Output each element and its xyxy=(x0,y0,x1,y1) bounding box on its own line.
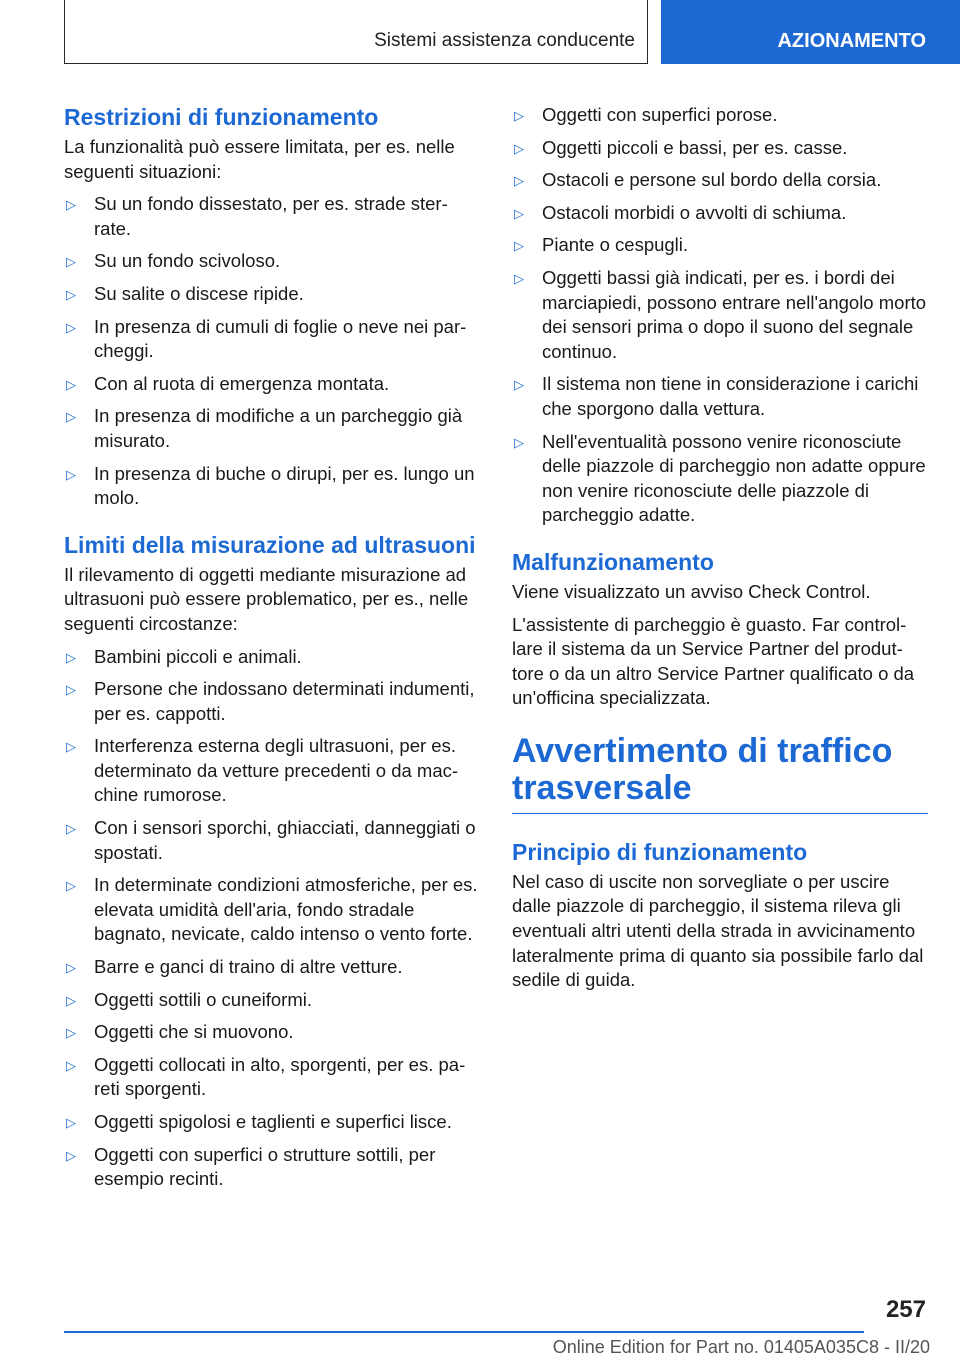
bullet-triangle-icon: ▷ xyxy=(66,878,76,894)
section-title: AZIONAMENTO xyxy=(777,30,926,52)
list-item: ▷ In presenza di buche o dirupi, per es. lungo un molo. xyxy=(66,462,475,509)
left-column xyxy=(64,103,478,1192)
list-item: ▷ Ostacoli morbidi o avvolti di schiuma. xyxy=(512,201,928,226)
footer-divider xyxy=(64,1331,864,1333)
list-item: ▷ Oggetti spigolosi e taglienti e superfici lisce. xyxy=(64,1110,478,1135)
list-item: ▷ Oggetti piccoli e bassi, per es. casse. xyxy=(512,136,928,161)
malfunction-heading: Malfunzionamento xyxy=(512,548,714,575)
bullet-triangle-icon: ▷ xyxy=(66,1147,76,1163)
bullet-triangle-icon: ▷ xyxy=(514,108,524,123)
list-item: ▷ Persone che indossano determinati indumenti, per es. cappotti. xyxy=(66,678,475,724)
restrictions-list xyxy=(64,192,478,511)
list-item: ▷ Oggetti bassi già indicati, per es. i bordi dei marciapiedi, possono entrare nell'angolo morto dei sensori prima o dopo il suono del segnale continuo. xyxy=(514,266,927,362)
bullet-triangle-icon: ▷ xyxy=(514,270,524,286)
bullet-triangle-icon: ▷ xyxy=(514,173,524,189)
list-item: ▷ Con i sensori sporchi, ghiacciati, danneggiati o spostati. xyxy=(66,817,476,863)
list-item: ▷ In determinate condizioni atmosferiche, per es. elevata umidità dell'aria, fondo stradale bagnato, nevicate, caldo intenso o vento forte. xyxy=(66,874,478,945)
list-item: ▷ Piante o cespugli. xyxy=(512,233,928,258)
list-item: ▷ Oggetti con superfici porose. xyxy=(512,103,928,128)
bullet-triangle-icon: ▷ xyxy=(66,197,76,213)
list-item: ▷ In presenza di cumuli di foglie o neve nei parcheggi. xyxy=(66,315,467,362)
bullet-triangle-icon: ▷ xyxy=(66,739,76,755)
limits-intro: Il rilevamento di oggetti mediante misurazione ad ultrasuoni può essere problematico, per es., nelle seguenti circostanze: xyxy=(64,563,469,634)
list-item: ▷ Oggetti collocati in alto, sporgenti, per es. pareti sporgenti. xyxy=(66,1053,466,1100)
bullet-triangle-icon: ▷ xyxy=(66,1115,76,1130)
bullet-triangle-icon: ▷ xyxy=(66,319,76,335)
header-chapter-box xyxy=(64,0,648,64)
list-item: ▷ Su un fondo scivoloso. xyxy=(64,249,478,274)
bullet-triangle-icon: ▷ xyxy=(66,821,76,837)
bullet-triangle-icon: ▷ xyxy=(514,140,524,156)
bullet-triangle-icon: ▷ xyxy=(514,377,524,393)
limits-list xyxy=(64,645,478,1192)
right-column xyxy=(512,103,928,993)
bullet-triangle-icon: ▷ xyxy=(66,376,76,392)
bullet-triangle-icon: ▷ xyxy=(514,238,524,254)
list-item: ▷ Bambini piccoli e animali. xyxy=(64,645,478,670)
malfunction-text-2: L'assistente di parcheggio è guasto. Far controllare il sistema da un Service Partner del produttore o da un altro Service Partner qualificato o da un'officina specializzata. xyxy=(512,613,915,709)
page-number: 257 xyxy=(885,1296,926,1323)
bullet-triangle-icon: ▷ xyxy=(66,682,76,698)
principle-heading: Principio di funzionamento xyxy=(512,838,808,865)
list-item: ▷ In presenza di modifiche a un parcheggio già misurato. xyxy=(66,405,463,451)
restrictions-heading: Restrizioni di funzionamento xyxy=(64,104,379,130)
limits-list-continued xyxy=(512,103,928,528)
list-item: ▷ Su salite o discese ripide. xyxy=(64,282,478,307)
bullet-triangle-icon: ▷ xyxy=(66,409,76,425)
malfunction-text-1: Viene visualizzato un avviso Check Control. xyxy=(512,580,871,602)
list-item: ▷ Interferenza esterna degli ultrasuoni, per es. determinato da vetture precedenti o da macchine rumorose. xyxy=(66,735,459,806)
edition-note: Online Edition for Part no. 01405A035C8 - II/20 xyxy=(552,1337,930,1357)
bullet-triangle-icon: ▷ xyxy=(66,466,76,482)
bullet-triangle-icon: ▷ xyxy=(66,649,76,665)
cross-traffic-title: Avvertimento di traffico trasversale xyxy=(512,733,928,814)
chapter-title: Sistemi assistenza conducente xyxy=(374,30,635,51)
list-item: ▷ Ostacoli e persone sul bordo della corsia. xyxy=(512,168,928,193)
bullet-triangle-icon: ▷ xyxy=(66,992,76,1008)
bullet-triangle-icon: ▷ xyxy=(66,1057,76,1073)
bullet-triangle-icon: ▷ xyxy=(66,286,76,302)
bullet-triangle-icon: ▷ xyxy=(66,254,76,270)
bullet-triangle-icon: ▷ xyxy=(514,434,524,450)
list-item: ▷ Su un fondo dissestato, per es. strade sterrate. xyxy=(66,193,448,239)
list-item: ▷ Il sistema non tiene in considerazione i carichi che sporgono dalla vettura. xyxy=(514,373,919,419)
list-item: ▷ Nell'eventualità possono venire riconosciute delle piazzole di parcheggio non adatte oppure non venire riconosciute delle piazzole di parcheggio adatte. xyxy=(514,430,926,526)
list-item: ▷ Con al ruota di emergenza montata. xyxy=(64,372,478,397)
header-section-tab xyxy=(661,0,960,64)
limits-heading: Limiti della misurazione ad ultrasuoni xyxy=(64,531,476,558)
bullet-triangle-icon: ▷ xyxy=(66,1025,76,1041)
list-item: ▷ Barre e ganci di traino di altre vetture. xyxy=(64,955,478,980)
bullet-triangle-icon: ▷ xyxy=(66,960,76,976)
list-item: ▷ Oggetti con superfici o strutture sottili, per esempio recinti. xyxy=(66,1143,436,1190)
bullet-triangle-icon: ▷ xyxy=(514,205,524,221)
list-item: ▷ Oggetti sottili o cuneiformi. xyxy=(64,988,478,1013)
restrictions-intro: La funzionalità può essere limitata, per es. nelle seguenti situazioni: xyxy=(64,136,455,182)
principle-text: Nel caso di uscite non sorvegliate o per uscire dalle piazzole di parcheggio, il sistema rileva gli eventuali altri utenti della strada in avvicinamento lateralmente prima di quanto sia possibile farlo dal sedile di guida. xyxy=(512,870,924,991)
list-item: ▷ Oggetti che si muovono. xyxy=(64,1020,478,1045)
